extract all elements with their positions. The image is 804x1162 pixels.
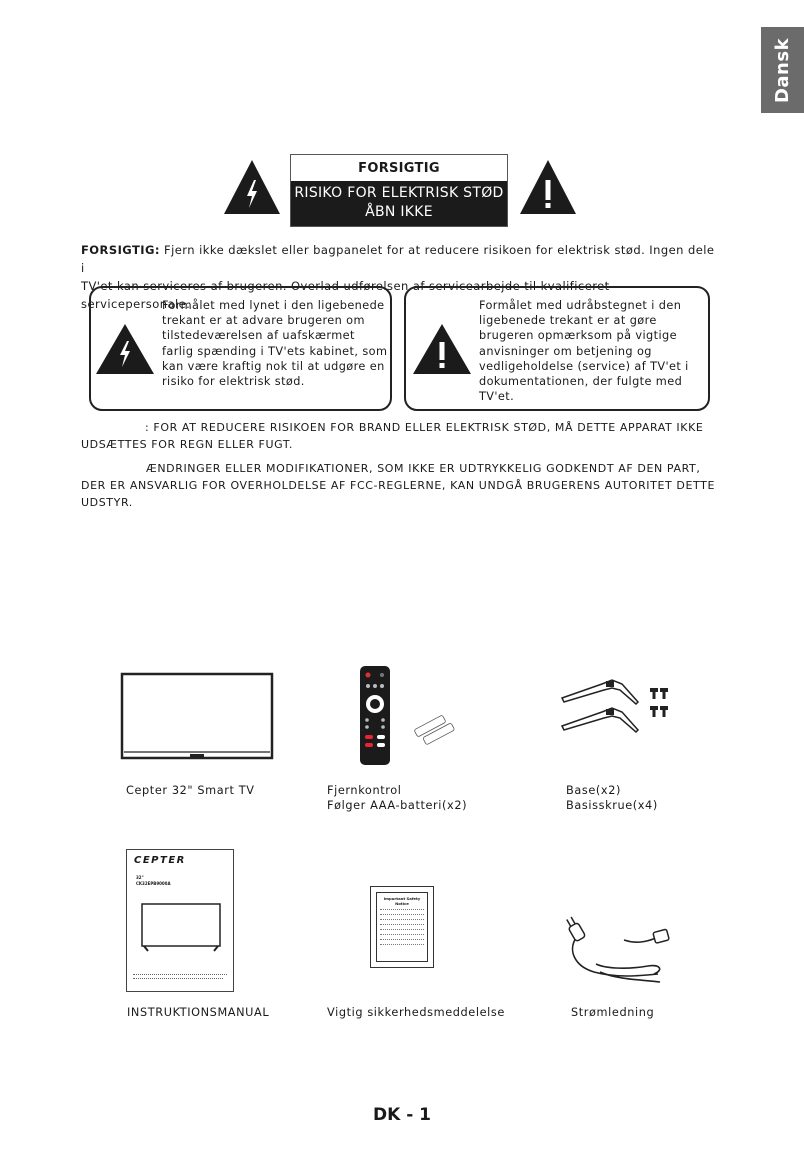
page-number: DK - 1 (372, 1105, 431, 1125)
power-cord-label: Strømledning (571, 1006, 655, 1019)
exclamation-symbol-icon (412, 323, 472, 375)
lightning-info-text (162, 298, 392, 389)
tv-illustration (120, 672, 276, 764)
language-tab (761, 27, 804, 113)
safety-notice-title: Important Safety Notice (383, 896, 421, 906)
caution-paragraph-line-2: TV'et kan serviceres af brugeren. Overlad udførelsen af servicearbejde til kvalificeret servicepersonale. (81, 279, 610, 311)
base-label-line-2: Basisskrue(x4) (566, 798, 658, 812)
base-label-line-1: Base(x2) (566, 784, 621, 797)
exclamation-info-line: TV'et. (479, 390, 515, 404)
remote-label-line-1: Fjernkontrol (327, 784, 402, 797)
lightning-warning-icon (222, 158, 282, 216)
remote-label (327, 784, 467, 813)
lightning-info-line: kan være kraftig nok til at udgøre en (162, 359, 385, 373)
language-tab-label: Dansk (772, 37, 793, 103)
fcc-line-3: UDSTYR. (81, 496, 133, 509)
exclamation-info-line: anvisninger om betjening og (479, 344, 652, 358)
lightning-info-line: farlig spænding i TV'ets kabinet, som (162, 344, 388, 358)
base-label (566, 784, 658, 813)
lightning-info-line: tilstedeværelsen af uafskærmet (162, 329, 355, 343)
exclamation-info-line: dokumentationen, der fulgte med (479, 375, 683, 389)
manual-model: CK32EPB9000A (136, 881, 171, 886)
remote-label-line-2: Følger AAA-batteri(x2) (327, 798, 468, 812)
exclamation-info-line: ligebenede trekant er at gøre (479, 314, 657, 328)
manual-brand: CEPTER (134, 855, 186, 866)
safety-notice-illustration (370, 886, 434, 968)
manual-size: 32" (136, 875, 144, 880)
caution-line-2: ÅBN IKKE (365, 204, 433, 220)
manual-illustration (126, 849, 234, 992)
remote-illustration (356, 664, 456, 768)
fcc-line-2: DER ER ANSVARLIG FOR OVERHOLDELSE AF FCC-REGLERNE, KAN UNDGÅ BRUGERENS AUTORITET DETTE (81, 479, 716, 492)
caution-line-1: RISIKO FOR ELEKTRISK STØD (294, 185, 504, 201)
fcc-line-1: ÆNDRINGER ELLER MODIFIKATIONER, SOM IKKE ER UDTRYKKELIG GODKENDT AF DEN PART, (146, 462, 701, 475)
manual-fine-print (133, 974, 227, 977)
warning-line-2: UDSÆTTES FOR REGN ELLER FUGT. (81, 438, 293, 451)
exclamation-warning-icon (518, 158, 578, 216)
safety-label: Vigtig sikkerhedsmeddelelse (327, 1006, 505, 1019)
tv-label: Cepter 32" Smart TV (126, 784, 255, 797)
exclamation-info-line: Formålet med udråbstegnet i den (479, 299, 682, 312)
manual-label: INSTRUKTIONSMANUAL (127, 1006, 270, 1019)
lightning-info-line: trekant er at advare brugeren om (162, 314, 365, 328)
warning-line-1: : FOR AT REDUCERE RISIKOEN FOR BRAND ELLER ELEKTRISK STØD, MÅ DETTE APPARAT IKKE (145, 421, 704, 434)
manual-tv-drawing (139, 902, 223, 952)
exclamation-info-text (479, 298, 709, 404)
warning-paragraph (81, 419, 721, 453)
caution-paragraph-line-1: Fjern ikke dækslet eller bagpanelet for at reducere risikoen for elektrisk stød. Ingen dele i (81, 243, 715, 275)
caution-label-box (290, 154, 508, 227)
caution-title: FORSIGTIG (358, 161, 440, 176)
exclamation-info-line: vedligeholdelse (service) af TV'et i (479, 359, 689, 373)
base-illustration (556, 676, 676, 738)
power-cord-illustration (560, 916, 676, 990)
caution-paragraph-label: FORSIGTIG: (81, 243, 160, 257)
fcc-paragraph (81, 460, 721, 511)
lightning-info-line: Formålet med lynet i den ligebenede (162, 299, 385, 312)
safety-notice-text (380, 944, 424, 949)
lightning-symbol-icon (95, 323, 155, 375)
manual-fine-print (133, 978, 223, 981)
lightning-info-line: risiko for elektrisk stød. (162, 375, 305, 389)
exclamation-info-line: brugeren opmærksom på vigtige (479, 329, 677, 343)
safety-notice-frame (376, 892, 428, 962)
caution-dark-band (291, 181, 507, 226)
